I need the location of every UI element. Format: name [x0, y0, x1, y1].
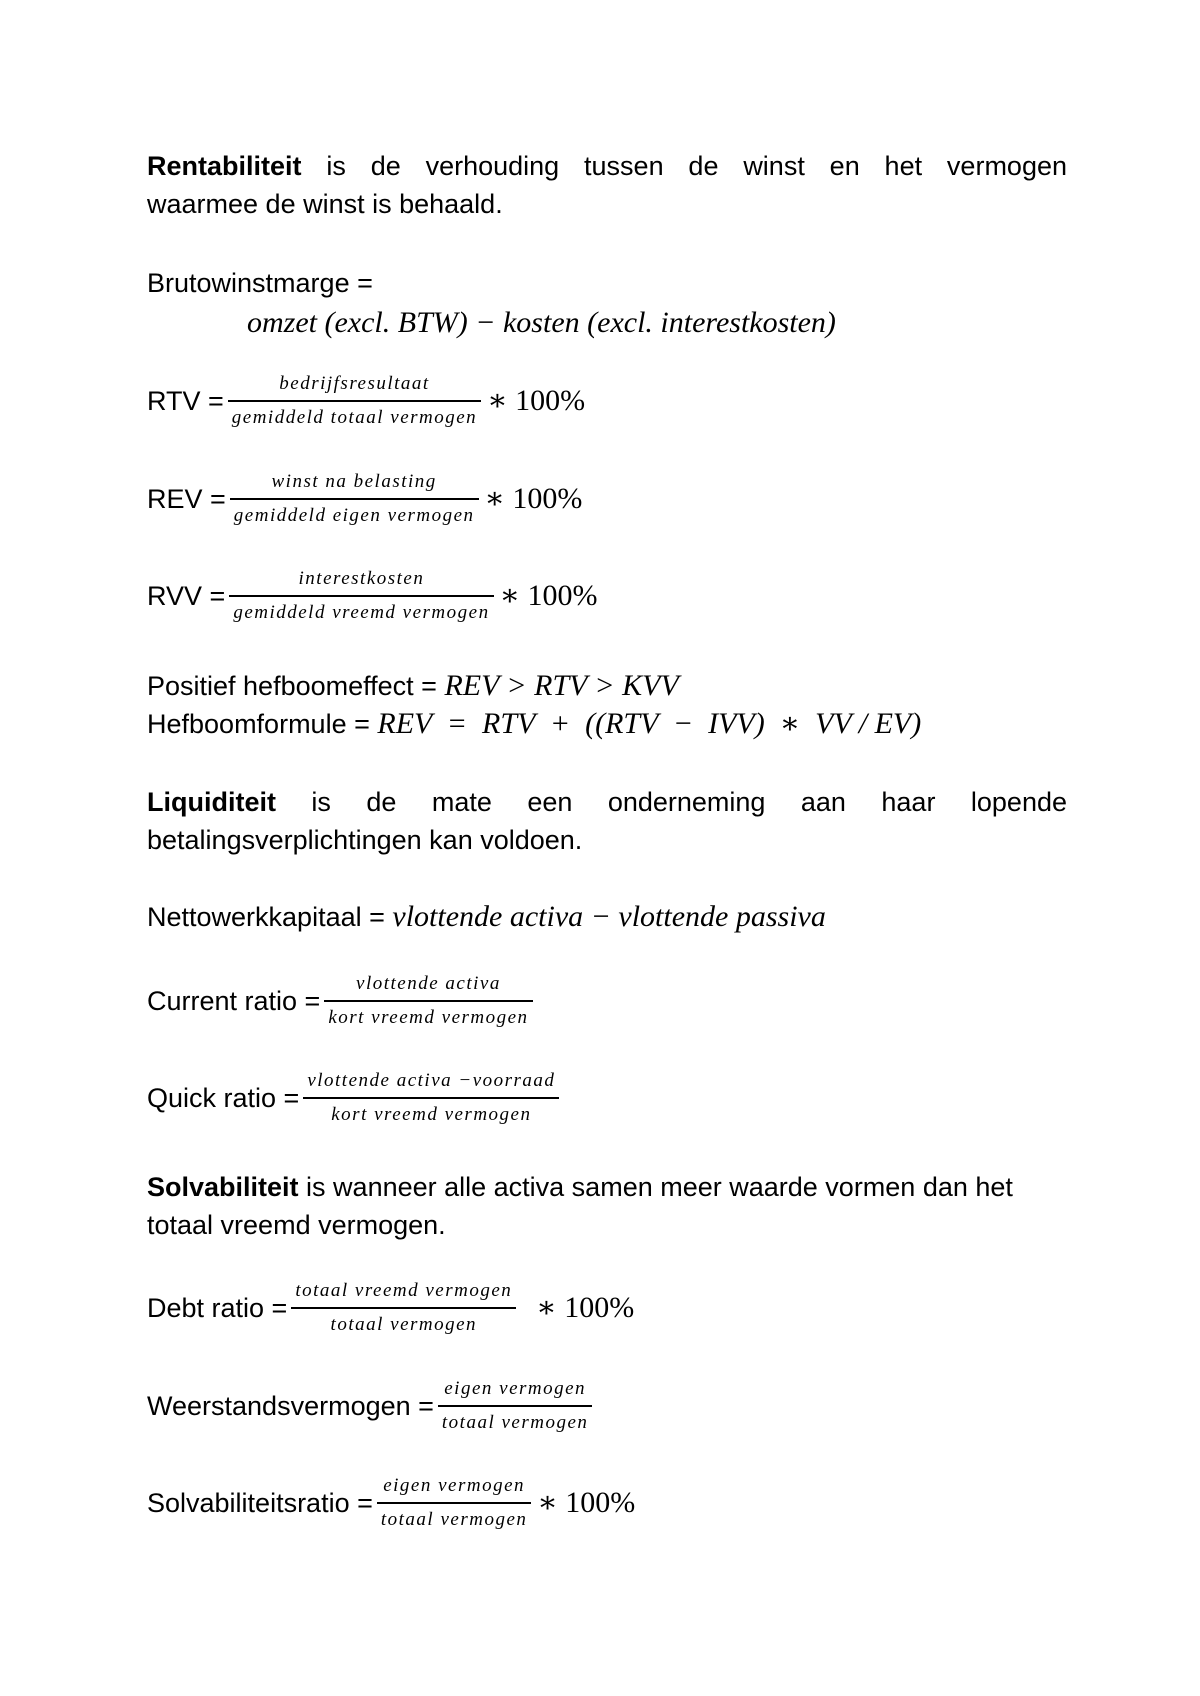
debt-ratio-formula [147, 1279, 1067, 1337]
current-ratio-label: Current ratio = [147, 986, 321, 1016]
solvabiliteitsratio-numerator: eigen vermogen [383, 1475, 526, 1496]
nettowerkkapitaal-label: Nettowerkkapitaal = [147, 902, 385, 932]
quick-ratio-formula [147, 1069, 1067, 1127]
fraction-bar [438, 1405, 593, 1407]
rtv-label: RTV = [147, 386, 224, 416]
rentabiliteit-line2: waarmee de winst is behaald. [147, 189, 503, 219]
solvabiliteit-definition [147, 1168, 1067, 1244]
hefboomformule-expression: REV = RTV + ((RTV − IVV) ∗ VV / EV) [377, 707, 922, 740]
rvv-denominator: gemiddeld vreemd vermogen [233, 602, 490, 623]
rvv-numerator: interestkosten [298, 568, 425, 589]
rvv-fraction [229, 567, 493, 625]
solvabiliteitsratio-fraction [377, 1474, 532, 1532]
current-ratio-formula [147, 972, 1067, 1030]
rev-fraction [230, 470, 479, 528]
positief-hefboomeffect-expression: REV > RTV > KVV [444, 669, 679, 702]
debt-ratio-suffix: ∗ 100% [536, 1291, 635, 1324]
hefboom-formulas [147, 667, 1067, 743]
weerstandsvermogen-numerator: eigen vermogen [444, 1378, 587, 1399]
rtv-suffix: ∗ 100% [487, 384, 586, 417]
current-ratio-denominator: kort vreemd vermogen [328, 1007, 529, 1028]
rtv-numerator: bedrijfsresultaat [279, 373, 430, 394]
brutowinstmarge-label: Brutowinstmarge = [147, 268, 373, 298]
rtv-denominator: gemiddeld totaal vermogen [231, 407, 478, 428]
liquiditeit-term: Liquiditeit [147, 787, 276, 817]
fraction-bar [230, 498, 479, 500]
weerstandsvermogen-fraction [438, 1377, 593, 1435]
weerstandsvermogen-formula [147, 1377, 1067, 1435]
solvabiliteitsratio-denominator: totaal vermogen [380, 1509, 528, 1530]
brutowinstmarge-expression: omzet (excl. BTW) − kosten (excl. interestkosten) [247, 306, 836, 339]
solvabiliteit-line2: totaal vreemd vermogen. [147, 1210, 446, 1240]
positief-hefboomeffect-label: Positief hefboomeffect = [147, 671, 437, 701]
rentabiliteit-definition [147, 147, 1067, 223]
quick-ratio-numerator: vlottende activa −voorraad [307, 1070, 556, 1091]
current-ratio-numerator: vlottende activa [356, 973, 501, 994]
rtv-formula [147, 372, 1067, 430]
solvabiliteit-line1: is wanneer alle activa samen meer waarde vormen dan het [298, 1172, 1013, 1202]
hefboomformule-label: Hefboomformule = [147, 709, 370, 739]
rev-label: REV = [147, 484, 226, 514]
weerstandsvermogen-label: Weerstandsvermogen = [147, 1391, 434, 1421]
rtv-fraction [228, 372, 481, 430]
hefboomformule [147, 705, 1067, 743]
debt-ratio-denominator: totaal vermogen [330, 1314, 478, 1335]
quick-ratio-fraction [303, 1069, 559, 1127]
current-ratio-fraction [324, 972, 532, 1030]
quick-ratio-denominator: kort vreemd vermogen [331, 1104, 532, 1125]
solvabiliteit-term: Solvabiliteit [147, 1172, 299, 1202]
brutowinstmarge-formula [147, 264, 1067, 344]
rev-numerator: winst na belasting [271, 471, 437, 492]
debt-ratio-fraction [291, 1279, 516, 1337]
rvv-label: RVV = [147, 581, 226, 611]
rentabiliteit-line1: is de verhouding tussen de winst en het vermogen [301, 151, 1067, 181]
solvabiliteitsratio-suffix: ∗ 100% [537, 1486, 636, 1519]
rentabiliteit-term: Rentabiliteit [147, 151, 302, 181]
rvv-formula [147, 567, 1067, 625]
liquiditeit-definition [147, 783, 1067, 859]
nettowerkkapitaal-formula [147, 898, 1067, 936]
fraction-bar [229, 595, 493, 597]
fraction-bar [291, 1307, 516, 1309]
liquiditeit-line1: is de mate een onderneming aan haar lopende [275, 787, 1067, 817]
fraction-bar [377, 1502, 532, 1504]
quick-ratio-label: Quick ratio = [147, 1083, 300, 1113]
rvv-suffix: ∗ 100% [499, 579, 598, 612]
nettowerkkapitaal-expression: vlottende activa − vlottende passiva [392, 900, 826, 933]
rev-denominator: gemiddeld eigen vermogen [233, 505, 475, 526]
weerstandsvermogen-denominator: totaal vermogen [441, 1412, 589, 1433]
positief-hefboomeffect [147, 667, 1067, 705]
debt-ratio-label: Debt ratio = [147, 1293, 288, 1323]
rev-suffix: ∗ 100% [484, 482, 583, 515]
fraction-bar [303, 1097, 559, 1099]
solvabiliteitsratio-formula [147, 1474, 1067, 1532]
fraction-bar [324, 1000, 532, 1002]
debt-ratio-numerator: totaal vreemd vermogen [295, 1280, 513, 1301]
fraction-bar [228, 400, 481, 402]
rev-formula [147, 470, 1067, 528]
solvabiliteitsratio-label: Solvabiliteitsratio = [147, 1488, 373, 1518]
liquiditeit-line2: betalingsverplichtingen kan voldoen. [147, 825, 583, 855]
